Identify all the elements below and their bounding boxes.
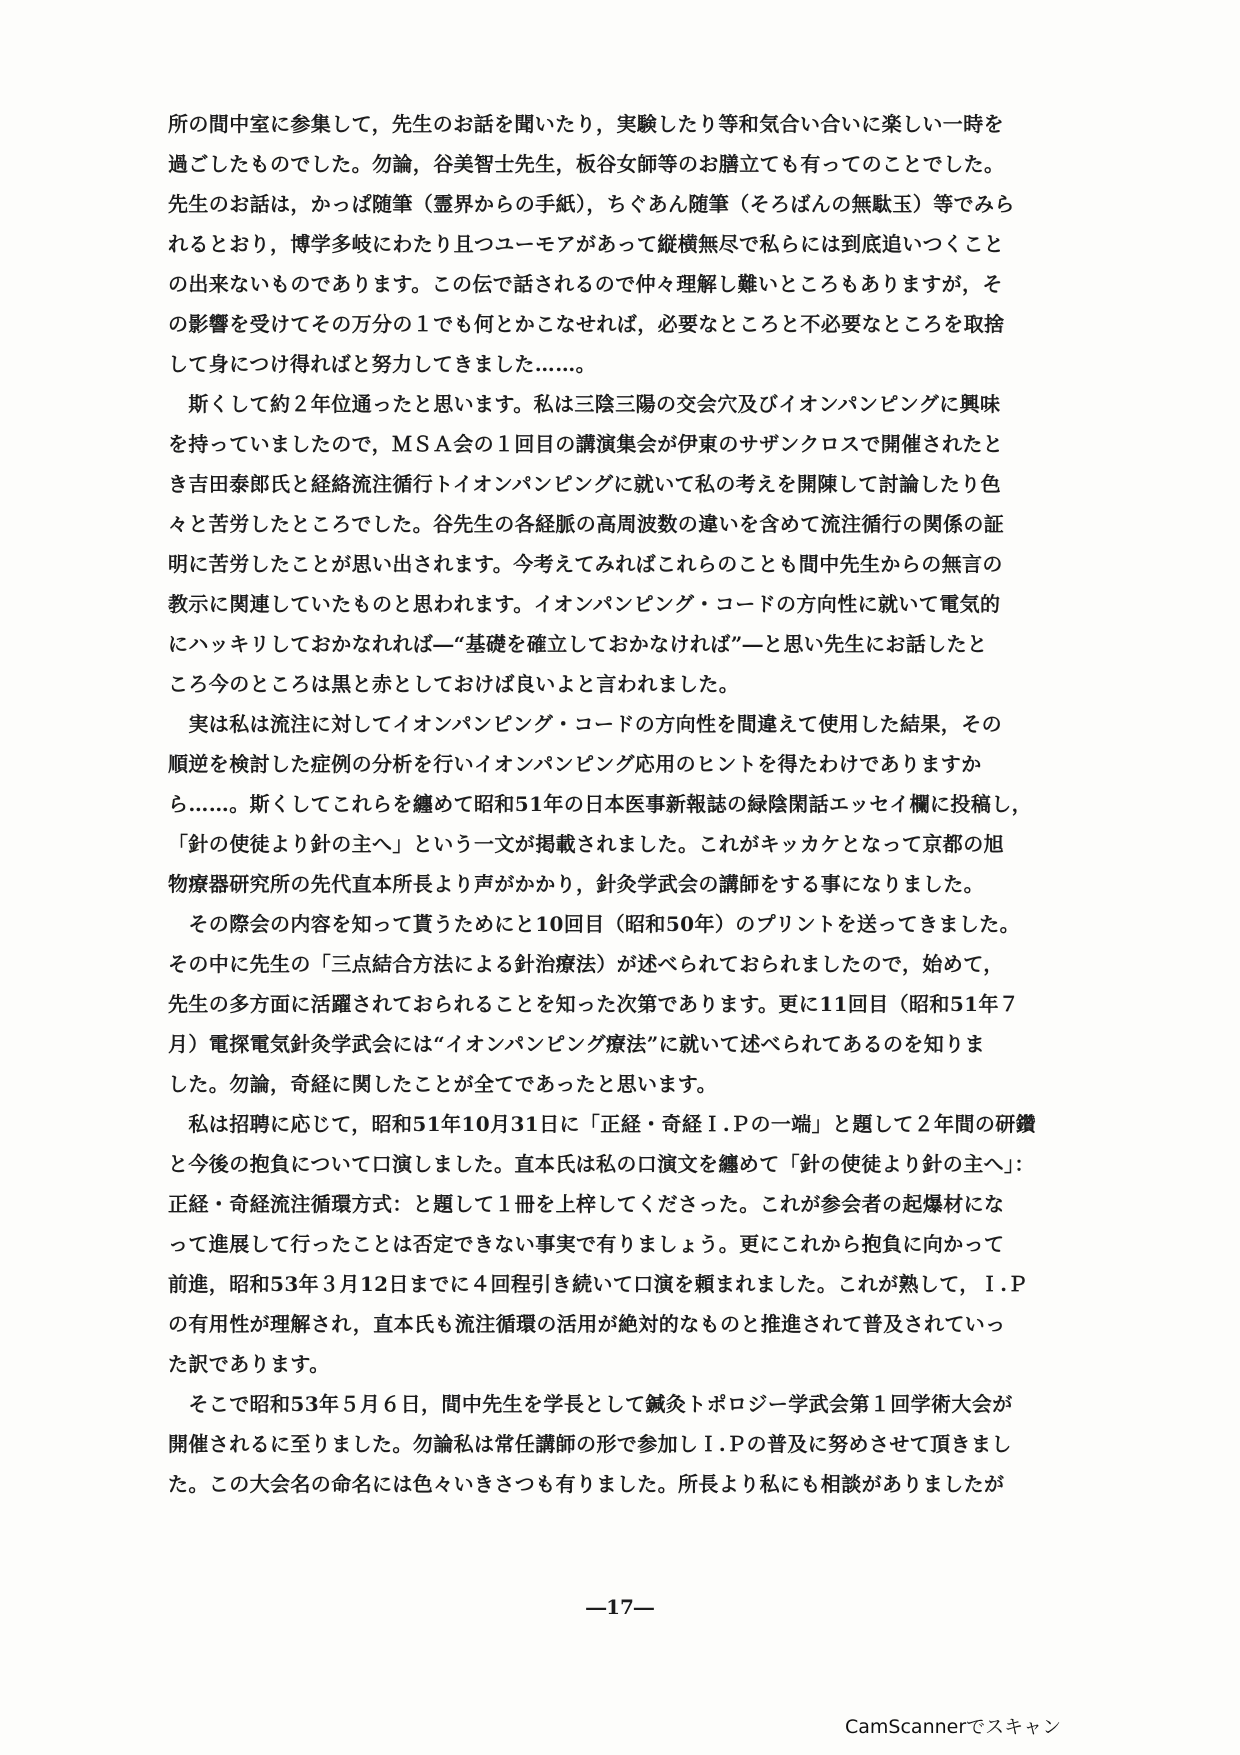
text-line: 斯くして約２年位通ったと思います。私は三陰三陽の交会穴及びイオンパンピングに興味 [168,392,1001,416]
text-line: にハッキリしておかなれれば―“基礎を確立しておかなければ”―と思い先生にお話したと [168,632,988,656]
text-line: して身につけ得ればと努力してきました……。 [168,352,596,376]
text-line: 々と苦労したところでした。谷先生の各経脈の高周波数の違いを含めて流注循行の関係の証 [168,512,1005,536]
text-line: 先生の多方面に活躍されておられることを知った次第であります。更に11回目（昭和51年７ [168,992,1020,1016]
text-line: そこで昭和53年５月６日，間中先生を学長として鍼灸トポロジー学武会第１回学術大会が [168,1392,1013,1416]
text-line: 開催されるに至りました。勿論私は常任講師の形で参加しＩ.Ｐの普及に努めさせて頂きまし [168,1432,1012,1456]
text-line: ら……。斯くしてこれらを纏めて昭和51年の日本医事新報誌の緑陰閑話エッセイ欄に投稿し， [168,792,1033,816]
text-line: 明に苦労したことが思い出されます。今考えてみればこれらのことも間中先生からの無言の [168,552,1003,576]
text-line: その際会の内容を知って貰うためにと10回目（昭和50年）のプリントを送ってきました。 [168,912,1021,936]
page-number: ―17― [586,1595,654,1619]
text-line: の出来ないものであります。この伝で話されるので仲々理解し難いところもありますが，そ [168,272,1003,296]
text-line: と今後の抱負について口演しました。直本氏は私の口演文を纏めて「針の使徒より針の主へ」： [168,1152,1035,1176]
body-text [168,104,1088,1504]
text-line: その中に先生の「三点結合方法による針治療法）が述べられておられましたので，始めて， [168,952,1004,976]
text-line: 教示に関連していたものと思われます。イオンパンピング・コードの方向性に就いて電気的 [168,592,1001,616]
text-line: って進展して行ったことは否定できない事実で有りましょう。更にこれから抱負に向かって [168,1232,1005,1256]
scanner-watermark: CamScannerでスキャン [845,1716,1062,1738]
text-line: 先生のお話は，かっぱ随筆（霊界からの手紙），ちぐあん随筆（そろばんの無駄玉）等でみら [168,192,1015,216]
text-line: した。勿論，奇経に関したことが全てであったと思います。 [168,1072,717,1096]
text-line: 所の間中室に参集して，先生のお話を聞いたり，実験したり等和気合い合いに楽しい一時を [168,112,1004,136]
text-line: ころ今のところは黒と赤としておけば良いよと言われました。 [168,672,740,696]
text-line: た。この大会名の命名には色々いきさつも有りました。所長より私にも相談がありましたが [168,1472,1005,1496]
text-line: 過ごしたものでした。勿論，谷美智士先生，板谷女師等のお膳立ても有ってのことでした。 [168,152,1005,176]
text-line: た訳であります。 [168,1352,330,1376]
text-line: 前進，昭和53年３月12日までに４回程引き続いて口演を頼まれました。これが熟して，Ｉ.Ｐ [168,1272,1028,1296]
text-line: 順逆を検討した症例の分析を行いイオンパンピング応用のヒントを得たわけでありますか [168,752,982,776]
text-line: を持っていましたので，ＭＳＡ会の１回目の講演集会が伊東のサザンクロスで開催されたと [168,432,1004,456]
text-line: 物療器研究所の先代直本所長より声がかかり，針灸学武会の講師をする事になりました。 [168,872,984,896]
text-line: 月）電探電気針灸学武会には“イオンパンピング療法”に就いて述べられてあるのを知りま [168,1032,986,1056]
text-line: き吉田泰郎氏と経絡流注循行トイオンパンピングに就いて私の考えを開陳して討論したり色 [168,472,1001,496]
text-line: の有用性が理解され，直本氏も流注循環の活用が絶対的なものと推進されて普及されていっ [168,1312,1006,1336]
text-line: 私は招聘に応じて，昭和51年10月31日に「正経・奇経Ｉ.Ｐの一端」と題して２年間の研鑽 [168,1112,1037,1136]
text-line: 「針の使徒より針の主へ」という一文が掲載されました。これがキッカケとなって京都の旭 [168,832,1004,856]
text-line: の影響を受けてその万分の１でも何とかこなせれば，必要なところと不必要なところを取捨 [168,312,1005,336]
text-line: 実は私は流注に対してイオンパンピング・コードの方向性を間違えて使用した結果，その [168,712,1002,736]
text-line: 正経・奇経流注循環方式：と題して１冊を上梓してくださった。これが参会者の起爆材にな [168,1192,1005,1216]
text-line: れるとおり，博学多岐にわたり且つユーモアがあって縦横無尽で私らには到底追いつくこと [168,232,1005,256]
